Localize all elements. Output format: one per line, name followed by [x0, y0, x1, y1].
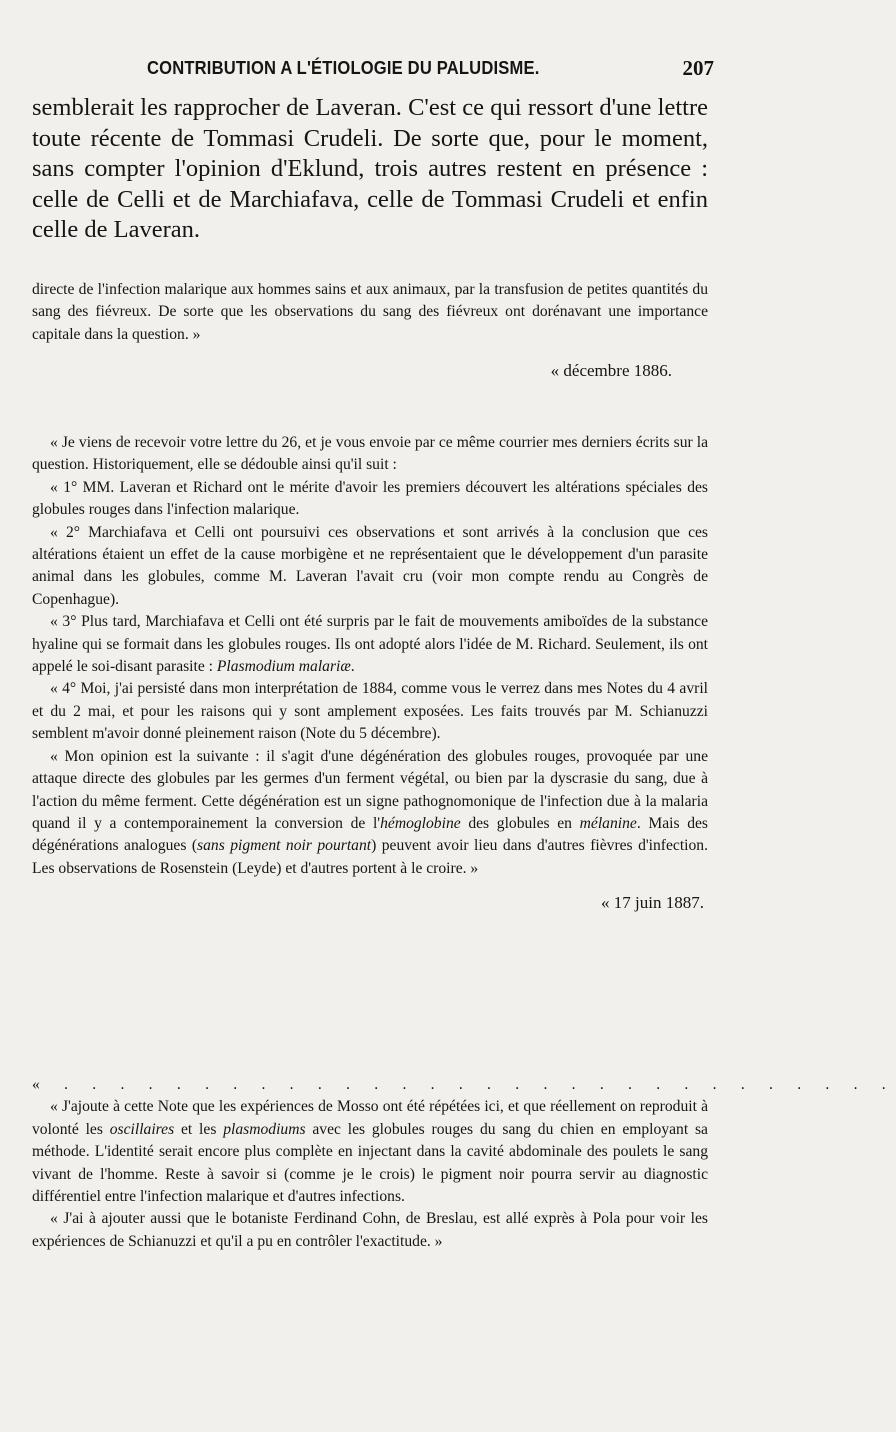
letter-p4-text: « 3° Plus tard, Marchiafava et Celli ont été surpris par le fait de mouvements amiboïdes de la substance hyaline qui se formait dans les globules rouges. Ils ont adopté alors l'idée de M. Richard. Seulement, ils ont appelé le soi-disant parasite :: [32, 613, 708, 676]
note-p1-text-c: avec les globules rouges du sang du chien en employant sa méthode. L'identité serait encore plus complète en injectant dans la cavité abdominale des poulets le sang vivant de l'homme. Reste à savoir si (comme je le crois) le pigment noir pourra servir au diagnostic différentiel entre l'infection malarique et d'autres infections.: [32, 1120, 708, 1206]
note-p1-text-a: « J'ajoute à cette Note que les expériences de Mosso ont été répétées ici, et que réellement on reproduit à volonté les: [32, 1098, 708, 1138]
letter-p6-text-c: . Mais des dégénérations analogues (: [32, 814, 708, 855]
running-title: CONTRIBUTION A L'ÉTIOLOGIE DU PALUDISME.: [147, 58, 540, 78]
letter-p6-italic-1: hémoglobine: [380, 814, 461, 832]
letter-paragraph-2: « 1° MM. Laveran et Richard ont le mérite d'avoir les premiers découvert les altérations spéciales des globules rouges dans l'infection malarique.: [32, 478, 708, 519]
letter-paragraph-4: [32, 611, 708, 678]
note-p1-italic-1: oscillaires: [109, 1120, 175, 1138]
letter-p6-text-b: des globules en: [460, 814, 580, 832]
intro-text: semblerait les rapprocher de Laveran. C'est ce qui ressort d'une lettre toute récente de Tommasi Crudeli. De sorte que, pour le moment, sans compter l'opinion d'Eklund, trois autres restent en présence : celle de Celli et de Marchiafava, celle de Tommasi Crudeli et enfin celle de Laveran.: [32, 94, 708, 243]
letter-date: « 17 juin 1887.: [601, 893, 704, 913]
intro-paragraph: [32, 93, 708, 246]
letter-p4-italic: Plasmodium malariæ: [216, 658, 351, 676]
note-block: [32, 1074, 896, 1253]
note-paragraph-2: « J'ai à ajouter aussi que le botaniste Ferdinand Cohn, de Breslau, est allé exprès à Pola pour voir les expériences de Schianuzzi et qu'il a pu en contrôler l'exactitude. »: [32, 1210, 708, 1250]
letter-paragraph-5: « 4° Moi, j'ai persisté dans mon interprétation de 1884, comme vous le verrez dans mes Notes du 4 avril et du 2 mai, et pour les raisons qui y sont amplement exposées. Les faits trouvés par M. Schianuzzi semblent m'avoir donné pleinement raison (Note du 5 décembre).: [32, 680, 708, 743]
letter-paragraph-3: « 2° Marchiafava et Celli ont poursuivi ces observations et sont arrivés à la conclusion que ces altérations étaient un effet de la cause morbigène et ne représentaient que le développement d'un parasite animal dans les globules, comme M. Laveran l'avait cru (voir mon compte rendu au Congrès de Copenhague).: [32, 523, 708, 608]
letter-paragraph-1: « Je viens de recevoir votre lettre du 26, et je vous envoie par ce même courrier mes derniers écrits sur la question. Historiquement, elle se dédouble ainsi qu'il suit :: [32, 434, 708, 474]
quote1-date: « décembre 1886.: [550, 361, 672, 381]
letter-p6-text-a: « Mon opinion est la suivante : il s'agit d'une dégénération des globules rouges, provoquée par une attaque directe des globules par les germes d'un ferment végétal, ou bien par la dyscrasie du sang, due à l'action du même ferment. Cette dégénération est un signe pathognomonique de l'infection due à la malaria quand il y a contemporainement la conversion de l': [32, 747, 708, 832]
note-p1-italic-2: plasmodiums: [223, 1120, 306, 1138]
letter-p6-italic-2: mélanine: [579, 814, 637, 832]
letter-block: [32, 432, 708, 915]
note-paragraph-1: [32, 1096, 708, 1208]
letter-p6-italic-3: sans pigment noir pourtant: [197, 837, 372, 855]
letter-paragraph-6: [32, 746, 708, 880]
ellipsis-line: « . . . . . . . . . . . . . . . . . . . . . . . . . . . . . .: [32, 1076, 896, 1093]
note-p1-text-b: et les: [174, 1120, 224, 1138]
quote1-text: directe de l'infection malarique aux hommes sains et aux animaux, par la transfusion de petites quantités du sang des fiévreux. De sorte que les observations du sang des fiévreux ont dorénavant une importance capitale dans la question. »: [32, 281, 708, 343]
letter-p6-text-d: ) peuvent avoir lieu dans d'autres fièvres d'infection. Les observations de Rosenstein (Leyde) et d'autres portent à le croire. »: [32, 837, 709, 877]
letter-p4-end: .: [350, 658, 355, 676]
page-number: 207: [682, 56, 714, 80]
quote-block-1: [32, 279, 708, 383]
page-header: [32, 58, 712, 86]
